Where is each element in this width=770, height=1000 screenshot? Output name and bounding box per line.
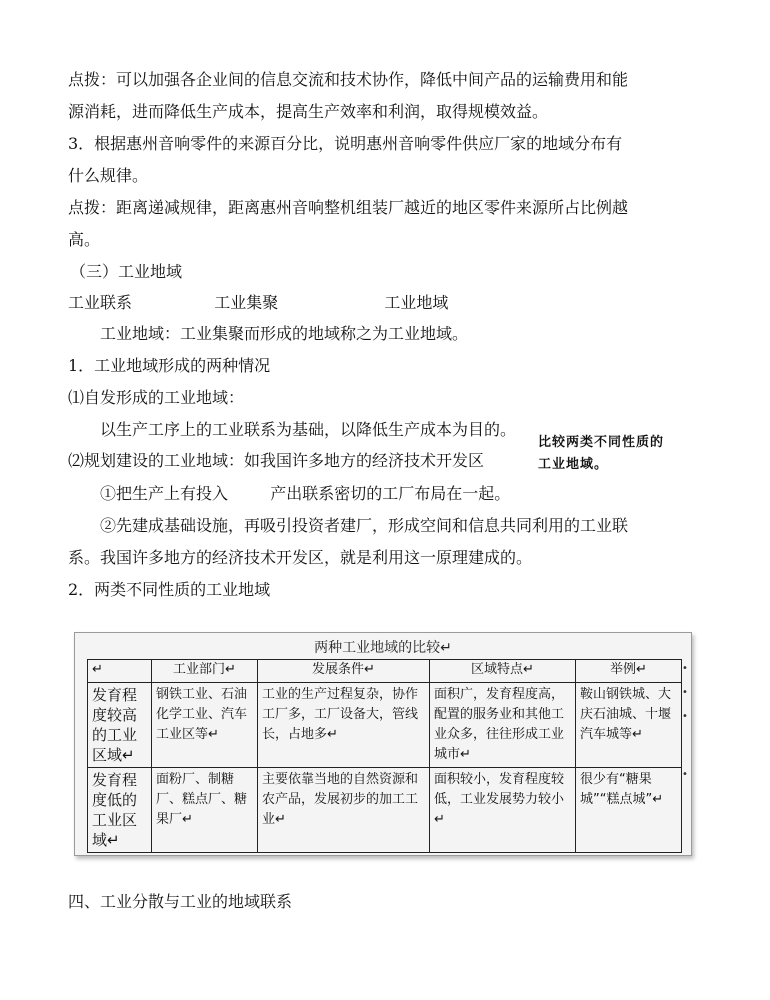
flow-item-agglomeration: 工业集聚 — [214, 293, 279, 312]
flow-item-region: 工业地域 — [384, 293, 449, 312]
sub-1-heading: ⑴自发形成的工业地域： — [68, 388, 245, 407]
sub-2-heading: ⑵规划建设的工业地域：如我国许多地方的经济技术开发区 — [68, 451, 485, 470]
table-cell-features: 面积广，发育程度高，配置的服务业和其他工业众多，往往形成工业城市↵ — [430, 683, 576, 768]
table-header-row — [88, 660, 682, 683]
line-p6: 高。 — [68, 230, 101, 249]
line-p3: 3．根据惠州音响零件的来源百分比，说明惠州音响零件供应厂家的地域分布有 — [68, 134, 623, 153]
table-cell-features: 面积较小，发育程度较低，工业发展势力较小↵ — [430, 768, 576, 853]
table-header-cell: 区域特点↵ — [430, 660, 576, 683]
line-p5: 点拨：距离递减规律，距离惠州音响整机组装厂越近的地区零件来源所占比例越 — [68, 198, 629, 217]
table-cell-examples: 很少有“糖果城”“糕点城”↵ — [576, 768, 682, 853]
table-cell-sector: 面粉厂、制糖厂、糕点厂、糖果厂↵ — [152, 768, 258, 853]
table-cell-sector: 钢铁工业、石油化学工业、汽车工业区等↵ — [152, 683, 258, 768]
section-4-heading: 四、工业分散与工业的地域联系 — [68, 892, 293, 911]
item-1-heading: 1．工业地域形成的两种情况 — [68, 356, 271, 375]
annotation-line-1: 比较两类不同性质的 — [538, 435, 665, 450]
table-row — [88, 683, 682, 768]
table-header-cell: 工业部门↵ — [152, 660, 258, 683]
table-cell-conditions: 主要依靠当地的自然资源和农产品，发展初步的加工工业↵ — [258, 768, 430, 853]
line-p4: 什么规律。 — [68, 166, 149, 185]
sub-2-point-b-line-1: ②先建成基础设施，再吸引投资者建厂，形成空间和信息共同利用的工业联 — [100, 516, 629, 535]
table-title: 两种工业地域的比较↵ — [314, 640, 452, 656]
flow-row — [68, 293, 448, 313]
definition-line: 工业地域：工业集聚而形成的地域称之为工业地域。 — [100, 324, 469, 343]
table-header-cell: 发展条件↵ — [258, 660, 430, 683]
line-p1: 点拨：可以加强各企业间的信息交流和技术协作，降低中间产品的运输费用和能 — [68, 70, 629, 89]
comparison-table — [87, 659, 682, 853]
section-3-heading: （三）工业地域 — [70, 262, 183, 281]
sub-1-text: 以生产工序上的工业联系为基础，以降低生产成本为目的。 — [100, 420, 517, 439]
table-row — [88, 768, 682, 853]
sub-2-point-a-part-2: 产出联系密切的工厂布局在一起。 — [270, 484, 511, 503]
table-cell-region-type: 发育程度较高的工业区域↵ — [88, 683, 152, 768]
table-header-cell: 举例↵ — [576, 660, 682, 683]
line-p2: 源消耗，进而降低生产成本，提高生产效率和利润，取得规模效益。 — [68, 102, 549, 121]
comparison-table-image — [74, 632, 692, 856]
table-edge-mark: • — [682, 687, 688, 698]
annotation-line-2: 工业地域。 — [538, 457, 609, 472]
table-cell-conditions: 工业的生产过程复杂，协作工厂多，工厂设备大，管线长，占地多↵ — [258, 683, 430, 768]
table-header-cell: ↵ — [88, 660, 152, 683]
table-edge-mark: • — [682, 711, 688, 722]
table-cell-examples: 鞍山钢铁城、大庆石油城、十堰汽车城等↵ — [576, 683, 682, 768]
flow-item-linkage: 工业联系 — [68, 293, 133, 312]
sub-2-point-a-part-1: ①把生产上有投入 — [100, 484, 229, 503]
table-edge-mark: • — [682, 769, 688, 780]
margin-annotation — [538, 432, 708, 476]
table-edge-mark: • — [682, 663, 688, 674]
sub-2-point-a — [100, 484, 510, 504]
sub-2-point-b-line-2: 系。我国许多地方的经济技术开发区，就是利用这一原理建成的。 — [68, 548, 533, 567]
table-cell-region-type: 发育程度低的工业区域↵ — [88, 768, 152, 853]
item-2-heading: 2．两类不同性质的工业地域 — [68, 580, 271, 599]
